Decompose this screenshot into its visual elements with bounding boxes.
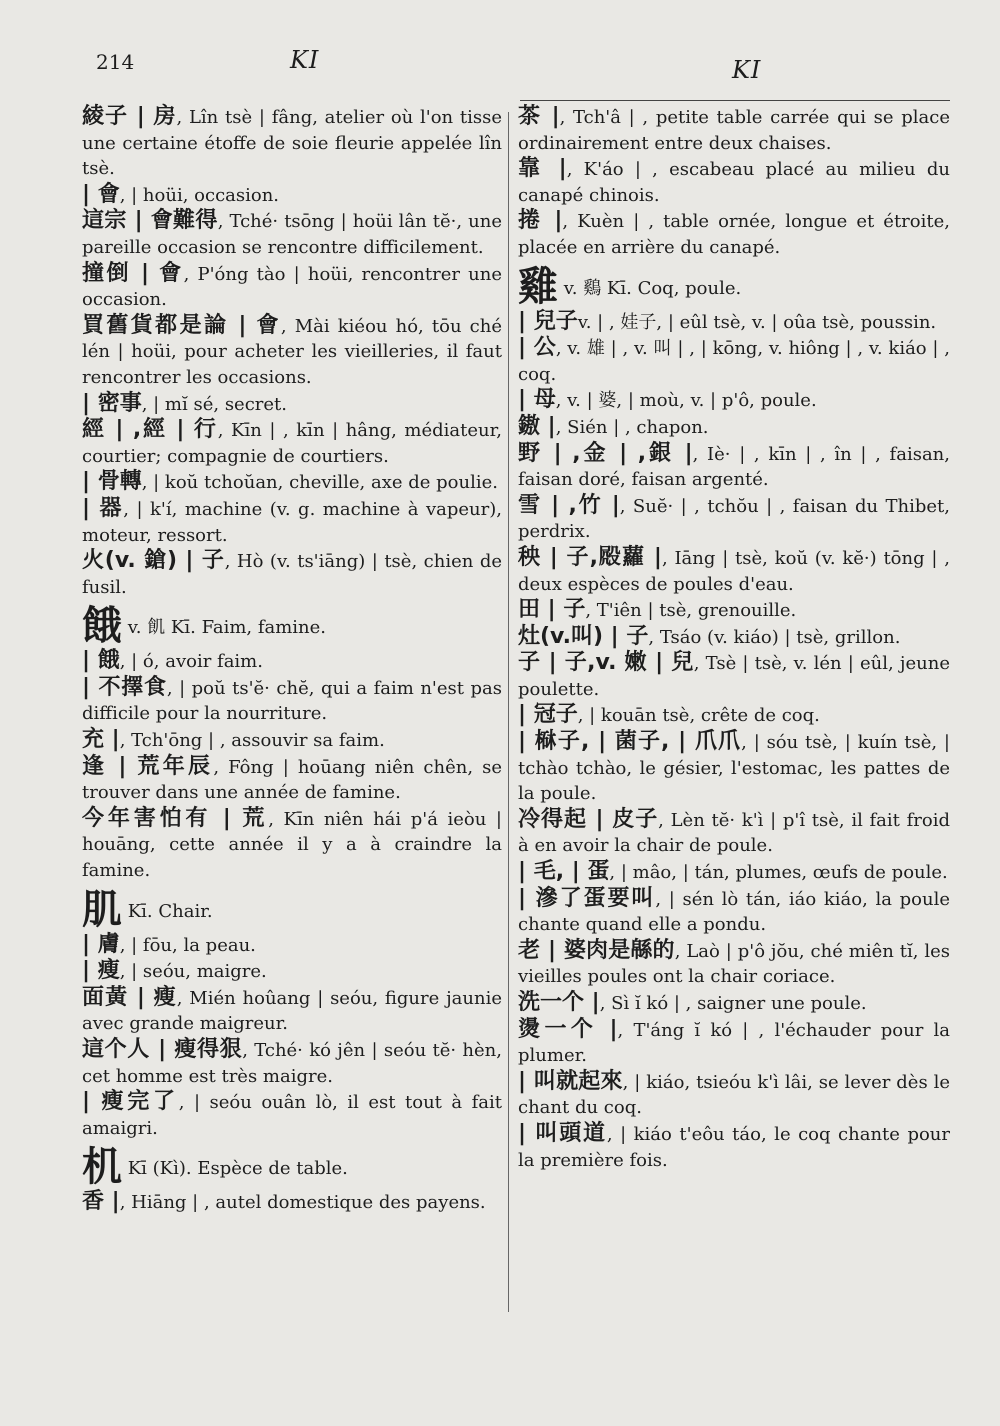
sub-entry-definition: , v. 雄 | , v. 叫 | , | kōng, v. hiông | , v. kiáo | , coq. [518,338,950,385]
sub-entry-characters: | 骨轉 [82,469,142,495]
headword-character: 餓 [82,603,122,650]
sub-entry [518,938,950,990]
headword-entry [82,1145,502,1189]
sub-entry-characters: 經 | ,經 | 行 [82,417,218,443]
sub-entry-definition: , Fông | hoūang niên chên, se trouver dans une année de famine. [82,756,502,804]
sub-entry [518,208,950,260]
sub-entry [82,391,502,418]
sub-entry-definition: , Tché· tsōng | hoüi lân tĕ·, une pareille occasion se rencontre difficilement. [82,211,502,258]
sub-entry [82,1189,502,1216]
sub-entry-definition: , | mâo, | tán, plumes, œufs de poule. [609,862,948,884]
sub-entry-definition: , Tsè | tsè, v. lén | eûl, jeune poulette. [518,653,950,700]
sub-entry [82,417,502,469]
sub-entry-characters: | 公 [518,335,556,361]
sub-entry-definition: , | kiáo t'eôu táo, le coq chante pour la première fois. [518,1123,950,1171]
sub-entry-characters: 買舊貨都是論 | 會 [82,312,281,338]
sub-entry-characters: 綾子 | 房 [82,104,177,129]
sub-entry-definition: , Tché· kó jên | seóu tĕ· hèn, cet homme est très maigre. [82,1040,502,1087]
sub-entry-characters: 燙一个 | [518,1016,618,1042]
sub-entry-characters: | 兒子 [518,308,578,334]
sub-entry-definition: , Tch'ōng | , assouvir sa faim. [119,730,385,752]
sub-entry-definition: , Laò | p'ô jŏu, ché miên tĭ, les vieilles poules ont la chair coriace. [518,940,950,988]
sub-entry-characters: 茶 | [518,104,560,129]
sub-entry [518,624,950,651]
sub-entry-definition: , | koŭ tchoŭan, cheville, axe de poulie. [141,472,498,494]
sub-entry-characters: 香 | [82,1189,120,1215]
sub-entry-characters: | 叫就起來 [518,1068,623,1094]
sub-entry [518,729,950,807]
sub-entry-characters: 灶(v.叫) | 子 [518,623,649,649]
header-rule [520,100,950,101]
sub-entry-characters: 面黃 | 瘦 [82,984,177,1010]
sub-entry [82,104,502,182]
sub-entry [82,496,502,548]
sub-entry [82,754,502,806]
sub-entry-characters: | 器 [82,495,124,521]
sub-entry [82,469,502,496]
left-column [82,104,502,1216]
sub-entry-characters: 撞倒 | 會 [82,260,184,286]
sub-entry-definition: , Sién | , chapon. [555,416,709,438]
sub-entry-definition: , Kuèn | , table ornée, longue et étroite, placée en arrière du canapé. [518,211,950,258]
sub-entry-characters: 逢 | 荒年辰 [82,753,214,779]
sub-entry-characters: 這宗 | 會難得 [82,208,218,234]
sub-entry-definition: , v. | 婆, | moù, v. | p'ô, poule. [555,390,817,412]
headword-entry [82,888,502,932]
sub-entry-characters: 野 | ,金 | ,銀 | [518,440,693,466]
sub-entry-characters: | 瘦 [82,958,120,984]
sub-entry [82,1089,502,1141]
sub-entry-definition: , T'iên | tsè, grenouille. [585,600,797,622]
sub-entry-characters: | 㮟子, | 菌子, | 爪爪 [518,729,742,755]
sub-entry [518,886,950,938]
headword-entry [518,265,950,309]
sub-entry-characters: 秧 | 子,𣪍蘿 | [518,544,662,570]
sub-entry-characters: 洗一个 | [518,990,600,1015]
sub-entry-characters: 子 | 子,v. 嫩 | 兒 [518,650,694,676]
sub-entry-characters: 𨫼 | [518,413,556,439]
headword-character: 肌 [82,886,122,933]
sub-entry-definition: , Hiāng | , autel domestique des payens. [119,1192,486,1214]
sub-entry [518,156,950,208]
sub-entry-characters: 老 | 婆肉是緜的 [518,937,675,963]
column-divider [508,112,509,1312]
sub-entry-definition: , Tsáo (v. kiáo) | tsè, grillon. [648,626,901,648]
sub-entry-characters: 火(v. 鎗) | 子 [82,548,225,574]
sub-entry-definition: , | seóu ouân lò, il est tout à fait amaigri. [82,1092,502,1139]
sub-entry-definition: , Iāng | tsè, koŭ (v. kĕ·) tōng | , deux espèces de poules d'eau. [518,547,950,595]
sub-entry-definition: , Mài kiéou hó, tōu ché lén | hoüi, pour acheter les vieilleries, il faut rencontrer les occasions. [82,315,502,388]
sub-entry-characters: 捲 | [518,208,563,234]
headword-definition: Kī. Chair. [122,900,213,922]
sub-entry [518,597,950,624]
sub-entry [82,932,502,959]
headword-definition: v. 鷄 Kī. Coq, poule. [558,277,742,299]
sub-entry-characters: | 膚 [82,931,120,957]
right-column [518,104,950,1173]
sub-entry [518,414,950,441]
sub-entry-characters: 今年害怕有 | 荒 [82,805,269,831]
sub-entry-characters: | 叫頭道 [518,1120,607,1146]
sub-entry [518,1069,950,1121]
sub-entry [518,1121,950,1173]
headword-character: 机 [82,1144,122,1191]
sub-entry-definition: v. | , 娃子, | eûl tsè, v. | oûa tsè, poussin. [577,311,937,333]
sub-entry-definition: , | k'í, machine (v. g. machine à vapeur), moteur, ressort. [82,498,502,546]
sub-entry-definition: , | kouān tsè, crête de coq. [577,705,820,727]
sub-entry-characters: | 瘦完了 [82,1089,179,1115]
sub-entry-definition: , Kīn niên hái p'á ieòu | houāng, cette année il y a à craindre la famine. [82,808,502,882]
sub-entry [82,182,502,209]
sub-entry-definition: , | fōu, la peau. [119,934,256,956]
sub-entry [82,208,502,260]
sub-entry-characters: | 毛, | 蛋 [518,859,610,885]
sub-entry [82,727,502,754]
sub-entry [518,104,950,156]
sub-entry-characters: | 滲了蛋要叫 [518,885,656,911]
sub-entry-definition: , K'áo | , escabeau placé au milieu du canapé chinois. [518,159,950,206]
sub-entry-definition: , | ó, avoir faim. [119,651,263,673]
sub-entry-characters: | 不擇食 [82,674,167,700]
sub-entry [82,261,502,313]
sub-entry [82,958,502,985]
sub-entry [518,309,950,336]
sub-entry [518,387,950,414]
headword-definition: Kī (Kì). Espèce de table. [122,1158,348,1180]
headword-definition: v. 飢 Kī. Faim, famine. [122,617,327,639]
sub-entry-characters: | 餓 [82,648,120,674]
sub-entry-definition: , T'áng ĭ kó | , l'échauder pour la plumer. [518,1019,950,1067]
sub-entry-definition: , | seóu, maigre. [119,961,267,983]
running-head-left: KI [290,46,320,74]
sub-entry [518,807,950,859]
page-header [0,42,1000,82]
sub-entry-characters: | 會 [82,181,120,207]
sub-entry [518,990,950,1017]
sub-entry [82,1037,502,1089]
page-number: 214 [96,50,135,74]
sub-entry-characters: | 冠子 [518,702,578,728]
sub-entry-definition: , | hoüi, occasion. [119,184,280,206]
sub-entry-definition: , Kīn | , kīn | hâng, médiateur, courtier; compagnie de courtiers. [82,420,502,467]
sub-entry [518,493,950,545]
sub-entry [518,859,950,886]
sub-entry [518,702,950,729]
sub-entry-definition: , Lîn tsè | fâng, atelier où l'on tisse une certaine étoffe de soie fleurie appelée lîn tsè. [82,107,502,180]
sub-entry [518,545,950,597]
sub-entry [518,335,950,387]
sub-entry-definition: , | poŭ ts'ĕ· chĕ, qui a faim n'est pas difficile pour la nourriture. [82,677,502,725]
sub-entry-characters: 這个人 | 瘦得狠 [82,1037,243,1062]
sub-entry [518,1017,950,1069]
running-head-right: KI [732,56,762,84]
sub-entry-definition: , Suĕ· | , tchŏu | , faisan du Thibet, perdrix. [518,495,950,543]
sub-entry-definition: , | sén lò tán, iáo kiáo, la poule chante quand elle a pondu. [518,888,950,936]
sub-entry-definition: , Lèn tĕ· k'ì | p'î tsè, il fait froid à en avoir la chair de poule. [518,809,950,857]
sub-entry-characters: 雪 | ,竹 | [518,492,620,518]
sub-entry-characters: 靠 | [518,156,567,182]
sub-entry-definition: , Mién hoûang | seóu, figure jaunie avec grande maigreur. [82,987,502,1035]
sub-entry-definition: , | mĭ sé, secret. [141,393,287,415]
sub-entry-characters: 充 | [82,727,120,753]
sub-entry-definition: , | kiáo, tsieóu k'ì lâi, se lever dès le chant du coq. [518,1071,950,1119]
sub-entry-characters: | 密事 [82,390,142,416]
sub-entry-definition: , Tch'â | , petite table carrée qui se place ordinairement entre deux chaises. [518,107,950,154]
sub-entry [518,441,950,493]
sub-entry [82,806,502,884]
sub-entry-definition: , | sóu tsè, | kuín tsè, | tchào tchào, le gésier, l'estomac, les pattes de la poule. [518,732,950,805]
sub-entry [82,675,502,727]
sub-entry [518,650,950,702]
sub-entry [82,648,502,675]
sub-entry [82,985,502,1037]
sub-entry [82,313,502,391]
sub-entry-definition: , Iè· | , kīn | , în | , faisan, faisan doré, faisan argenté. [518,443,950,491]
sub-entry-definition: , Sì ĭ kó | , saigner une poule. [599,993,867,1014]
sub-entry-definition: , Hò (v. ts'iāng) | tsè, chien de fusil. [82,551,503,598]
sub-entry [82,548,502,600]
headword-character: 雞 [518,263,558,310]
sub-entry-characters: | 母 [518,387,556,413]
sub-entry-characters: 冷得起 | 皮子 [518,806,659,832]
headword-entry [82,604,502,648]
sub-entry-definition: , P'óng tào | hoüi, rencontrer une occasion. [82,263,502,311]
sub-entry-characters: 田 | 子 [518,597,586,623]
